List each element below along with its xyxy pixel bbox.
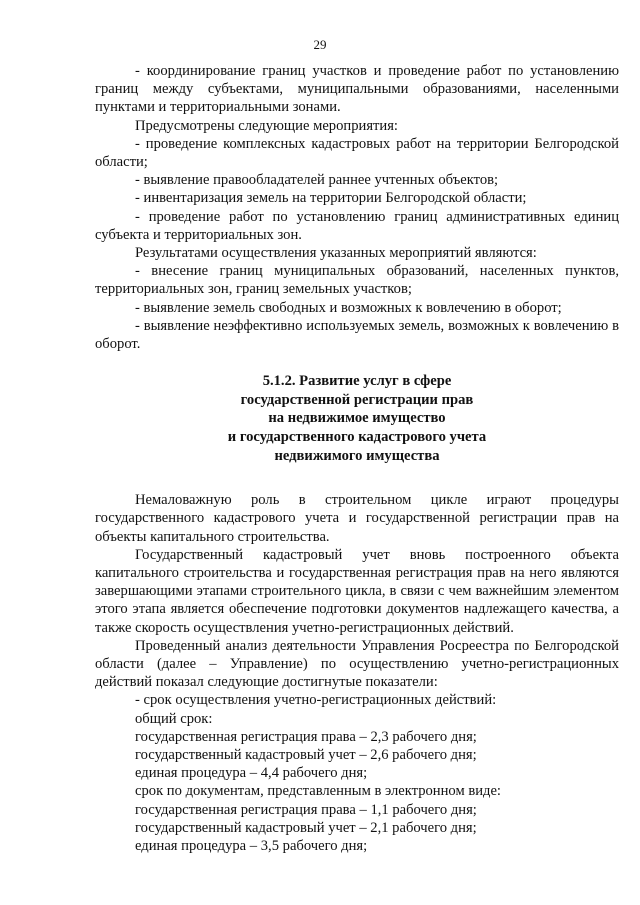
section-heading: [95, 372, 619, 465]
document-body: [95, 62, 619, 855]
page-number: 29: [313, 37, 327, 52]
list-item: - проведение работ по установлению границ административных единиц субъекта и территориальных зон.: [95, 208, 619, 243]
list-item: единая процедура – 4,4 рабочего дня;: [135, 765, 368, 782]
paragraph: - координирование границ участков и проведение работ по установлению границ между субъектами, муниципальными образованиями, населенными пунктами и территориальными зонами.: [95, 63, 619, 116]
list-item: - внесение границ муниципальных образований, населенных пунктов, территориальных зон, границ земельных участков;: [95, 263, 619, 298]
paragraph: Предусмотрены следующие мероприятия:: [135, 117, 398, 134]
list-item: государственный кадастровый учет – 2,6 рабочего дня;: [135, 747, 477, 764]
heading-line: 5.1.2. Развитие услуг в сфере: [262, 373, 452, 390]
list-item: - проведение комплексных кадастровых работ на территории Белгородской области;: [95, 135, 619, 171]
list-item: - инвентаризация земель на территории Белгородской области;: [135, 190, 527, 207]
heading-line: государственной регистрации прав: [240, 391, 474, 408]
list-item: срок по документам, представленным в электронном виде:: [135, 783, 501, 800]
heading-line: на недвижимое имущество: [268, 410, 446, 427]
paragraph: Проведенный анализ деятельности Управления Росреестра по Белгородской области (далее – Управление) по осуществлению учетно-регистрационных действий показал следующие достигнутые показатели:: [95, 637, 619, 691]
list-item: государственный кадастровый учет – 2,1 рабочего дня;: [135, 819, 477, 836]
paragraph: Государственный кадастровый учет вновь построенного объекта капитального строительства и государственная регистрация прав на него являются завершающими этапами строительного цикла, в связи с чем важнейшим элементом этого этапа является обеспечение подготовки документов надлежащего качества, а также скорость осуществления учетно-регистрационных действий.: [95, 546, 619, 636]
list-item: общий срок:: [135, 710, 213, 727]
heading-line: недвижимого имущества: [274, 447, 440, 464]
list-item: государственная регистрация права – 1,1 рабочего дня;: [135, 801, 477, 818]
list-item: - выявление земель свободных и возможных к вовлечению в оборот;: [135, 299, 562, 316]
list-item: единая процедура – 3,5 рабочего дня;: [135, 838, 368, 855]
list-item: - выявление правообладателей раннее учтенных объектов;: [135, 172, 499, 189]
paragraph: Результатами осуществления указанных мероприятий являются:: [135, 245, 537, 262]
list-item: государственная регистрация права – 2,3 рабочего дня;: [135, 728, 477, 745]
heading-line: и государственного кадастрового учета: [227, 429, 487, 446]
list-item: - выявление неэффективно используемых земель, возможных к вовлечению в оборот.: [95, 317, 619, 353]
list-item: - срок осуществления учетно-регистрационных действий:: [135, 692, 497, 709]
paragraph: Немаловажную роль в строительном цикле играют процедуры государственного кадастрового учета и государственной регистрации прав на объекты капитального строительства.: [95, 492, 619, 545]
